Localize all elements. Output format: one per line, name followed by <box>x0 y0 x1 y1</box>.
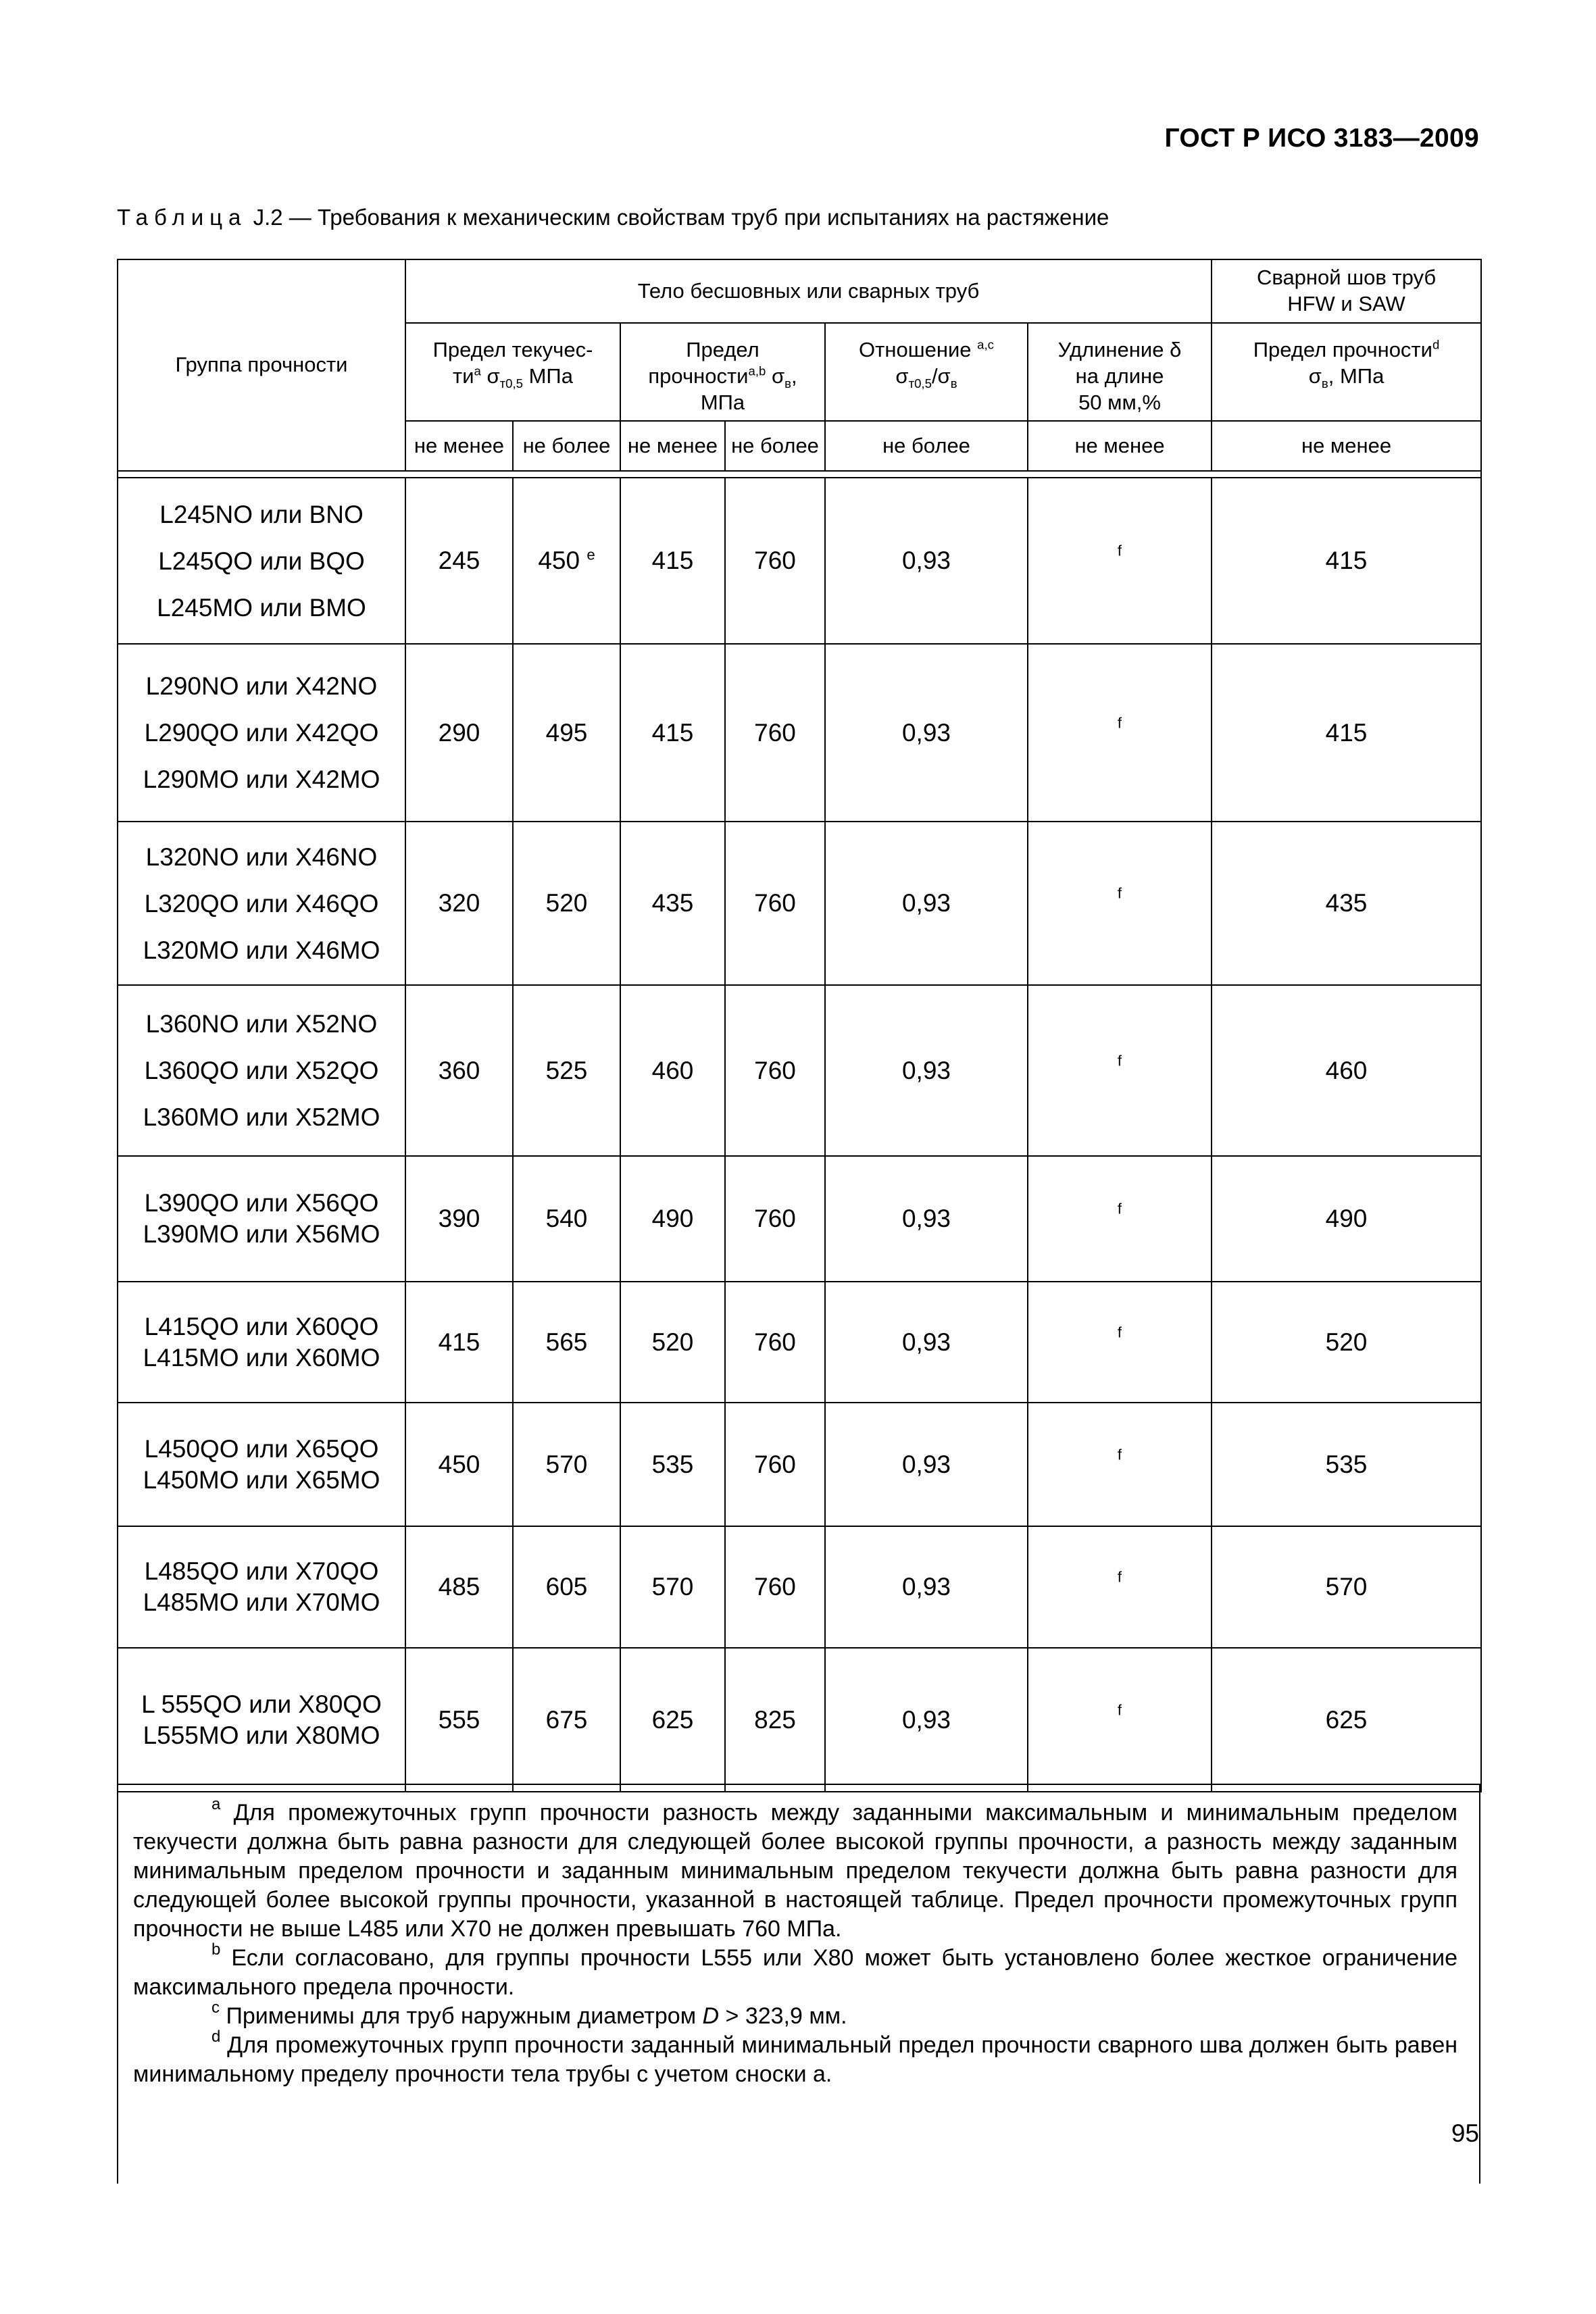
ratio-value: 0,93 <box>825 478 1028 644</box>
ts-subscript: в <box>784 376 791 391</box>
yield-min-value: 390 <box>405 1156 513 1282</box>
grade-name: L360NO или X52NO <box>145 1010 378 1038</box>
weld-ts-value: 520 <box>1212 1282 1481 1403</box>
ts-max-label: не более <box>725 421 825 471</box>
weld-ts-line1: Предел прочности <box>1253 338 1432 361</box>
caption-number: J.2 <box>253 205 283 230</box>
elong-line1: Удлинение δ <box>1057 338 1182 361</box>
yield-max-value: 570 <box>545 1450 588 1478</box>
ratio-slash: /σ <box>931 363 951 388</box>
footnote-a-text: Для промежуточных групп прочности разность между заданными максимальным и минимальным пределом текучести должна быть равна разности для следующей более высокой группы прочности, а разность между заданным минимальным пределом прочности и заданным минимальным пределом текучести должна быть равна разности для следующей более высокой группы прочности, указанной в настоящей таблице. Предел прочности промежуточных групп прочности не выше L485 или X70 не должен превышать 760 МПа. <box>133 1800 1457 1942</box>
yield-max-label: не более <box>513 421 620 471</box>
weld-ts-value: 460 <box>1212 985 1481 1156</box>
elong-line3: 50 мм,% <box>1078 390 1161 414</box>
ratio-value: 0,93 <box>825 1526 1028 1648</box>
weld-ts-value: 415 <box>1212 644 1481 822</box>
yield-min-value: 290 <box>405 644 513 822</box>
elongation-note-mark: f <box>1117 714 1122 732</box>
grade-name: L415QO или X60QO <box>144 1312 379 1340</box>
yield-max-cell <box>513 1403 620 1526</box>
yield-max-cell <box>513 644 620 822</box>
weld-ts-unit: , МПа <box>1328 363 1385 388</box>
elongation-note-mark: f <box>1117 1200 1122 1217</box>
weld-ts-value: 625 <box>1212 1648 1481 1792</box>
ts-min-value: 625 <box>620 1648 725 1792</box>
yield-max-value: 495 <box>545 718 588 747</box>
elongation-cell <box>1028 1648 1212 1792</box>
table-footnotes <box>117 1784 1480 2184</box>
grade-cell <box>118 1282 405 1403</box>
table-row <box>118 1648 1481 1792</box>
yield-min-value: 320 <box>405 822 513 985</box>
yield-max-value: 540 <box>545 1205 588 1232</box>
table-row <box>118 822 1481 985</box>
elongation-note-mark: f <box>1117 542 1122 559</box>
yield-max-value: 565 <box>545 1328 588 1356</box>
yield-max-cell <box>513 985 620 1156</box>
ratio-symbol: σ <box>895 363 909 388</box>
header-pipe-body: Тело бесшовных или сварных труб <box>405 259 1212 323</box>
yield-max-value: 675 <box>545 1705 588 1734</box>
grade-name: L450MO или X65MO <box>143 1465 380 1494</box>
page-number: 95 <box>1451 2119 1479 2147</box>
yield-max-cell <box>513 1282 620 1403</box>
footnote-b <box>133 1940 1457 2002</box>
yield-max-cell <box>513 478 620 644</box>
grade-cell <box>118 985 405 1156</box>
yield-line2: ти <box>453 363 474 388</box>
elongation-note-mark: f <box>1117 1052 1122 1070</box>
yield-max-value: 605 <box>545 1573 588 1601</box>
grade-name: L290MO или X42MO <box>143 765 380 793</box>
table-row <box>118 478 1481 644</box>
yield-max-cell <box>513 822 620 985</box>
weld-ts-subscript: в <box>1321 376 1328 391</box>
yield-min-value: 415 <box>405 1282 513 1403</box>
footnote-c <box>133 1998 1457 2031</box>
table-row <box>118 1156 1481 1282</box>
elongation-cell <box>1028 1156 1212 1282</box>
yield-min-value: 555 <box>405 1648 513 1792</box>
ts-min-value: 490 <box>620 1156 725 1282</box>
ratio-value: 0,93 <box>825 644 1028 822</box>
elongation-cell <box>1028 1526 1212 1648</box>
ts-min-value: 460 <box>620 985 725 1156</box>
ts-min-value: 520 <box>620 1282 725 1403</box>
table-body <box>118 478 1481 1792</box>
header-tensile-strength: Предел прочности$^{a,b}$ $\sigma_в$, МПа <box>620 323 825 421</box>
ts-min-value: 535 <box>620 1403 725 1526</box>
yield-max-value: 525 <box>545 1056 588 1084</box>
grade-name: L485QO или X70QO <box>144 1557 379 1585</box>
weld-ts-value: 535 <box>1212 1403 1481 1526</box>
yield-min-value: 245 <box>405 478 513 644</box>
footnote-a-mark: a <box>211 1794 221 1813</box>
grade-name: L485MO или X70MO <box>143 1588 380 1616</box>
grade-name: L390QO или X56QO <box>144 1189 379 1217</box>
grade-cell <box>118 1648 405 1792</box>
grade-name: L360QO или X52QO <box>144 1057 379 1084</box>
ts-symbol: σ <box>766 363 785 388</box>
ts-max-value: 825 <box>725 1648 825 1792</box>
footnote-a <box>133 1794 1457 1944</box>
grade-name: L360MO или X52MO <box>143 1103 380 1131</box>
weld-ts-value: 435 <box>1212 822 1481 985</box>
yield-max-note-mark: e <box>587 546 595 563</box>
table-row <box>118 1282 1481 1403</box>
ts-max-value: 760 <box>725 822 825 985</box>
grade-cell <box>118 822 405 985</box>
ts-note-mark: a,b <box>748 363 766 378</box>
caption-prefix: Таблица <box>117 205 247 230</box>
yield-max-cell <box>513 1526 620 1648</box>
ratio-subscript-2: в <box>950 376 957 391</box>
ratio-label: Отношение <box>859 338 978 361</box>
weld-ts-value: 490 <box>1212 1156 1481 1282</box>
header-ratio <box>825 323 1028 421</box>
yield-max-cell <box>513 1648 620 1792</box>
header-weld-tensile <box>1212 323 1481 421</box>
elongation-cell <box>1028 985 1212 1156</box>
caption-text: — Требования к механическим свойствам труб при испытаниях на растяжение <box>282 205 1109 230</box>
yield-max-cell <box>513 1156 620 1282</box>
header-row-1 <box>118 259 1481 323</box>
yield-max-value: 520 <box>545 889 588 917</box>
elongation-note-mark: f <box>1117 884 1122 902</box>
yield-line1: Предел текучес- <box>432 338 593 361</box>
grade-cell <box>118 644 405 822</box>
ratio-value: 0,93 <box>825 1156 1028 1282</box>
yield-subscript: т0,5 <box>499 376 523 391</box>
ratio-subscript-1: т0,5 <box>908 376 932 391</box>
table-row <box>118 985 1481 1156</box>
grade-name: L245QO или BQO <box>158 547 365 575</box>
yield-unit: МПа <box>523 363 573 388</box>
grade-name: L290NO или X42NO <box>145 672 378 700</box>
header-separator <box>118 471 1481 478</box>
weld-ts-symbol: σ <box>1308 363 1322 388</box>
table-caption <box>117 205 1109 230</box>
elongation-note-mark: f <box>1117 1324 1122 1341</box>
footnote-d-mark: d <box>211 2027 221 2046</box>
elongation-cell <box>1028 644 1212 822</box>
footnote-b-text: Если согласовано, для группы прочности L555 или X80 может быть установлено более жесткое ограничение максимального предела прочности. <box>133 1945 1457 2000</box>
grade-name: L555MO или X80MO <box>143 1721 380 1749</box>
ts-max-value: 760 <box>725 1282 825 1403</box>
elong-line2: на длине <box>1075 363 1164 388</box>
ts-max-value: 760 <box>725 1403 825 1526</box>
yield-min-value: 360 <box>405 985 513 1156</box>
ts-min-value: 435 <box>620 822 725 985</box>
yield-min-value: 450 <box>405 1403 513 1526</box>
weld-ts-value: 570 <box>1212 1526 1481 1648</box>
ratio-value: 0,93 <box>825 1403 1028 1526</box>
footnote-c-symbol: D <box>702 2003 720 2029</box>
ratio-value: 0,93 <box>825 1648 1028 1792</box>
mechanical-properties-table <box>117 259 1482 1792</box>
grade-cell <box>118 1156 405 1282</box>
weld-header-line1: Сварной шов труб <box>1256 266 1437 290</box>
elongation-cell <box>1028 478 1212 644</box>
grade-name: L390MO или X56MO <box>143 1220 380 1248</box>
elongation-note-mark: f <box>1117 1701 1122 1719</box>
ts-line2: прочности <box>648 363 749 388</box>
yield-min-value: 485 <box>405 1526 513 1648</box>
footnote-d-text: Для промежуточных групп прочности заданный минимальный предел прочности сварного шва должен быть равен минимальному пределу прочности тела трубы с учетом сноски a. <box>133 2032 1457 2087</box>
footnote-b-mark: b <box>211 1940 221 1959</box>
grade-name: L415MO или X60MO <box>143 1343 380 1372</box>
grade-cell <box>118 1526 405 1648</box>
grade-name: L450QO или X65QO <box>144 1434 379 1463</box>
elongation-cell <box>1028 1282 1212 1403</box>
grade-cell <box>118 1403 405 1526</box>
weld-ts-note-mark: d <box>1432 337 1440 352</box>
weld-header-line2: HFW и SAW <box>1287 292 1405 316</box>
ts-max-value: 760 <box>725 644 825 822</box>
grade-cell <box>118 478 405 644</box>
header-weld-seam <box>1212 259 1481 323</box>
footnote-c-text: Применимы для труб наружным диаметром <box>220 2003 703 2029</box>
grade-name: L320QO или X46QO <box>144 889 379 917</box>
grade-name: L245MO или BMO <box>157 593 366 622</box>
ts-min-value: 415 <box>620 478 725 644</box>
footnote-d <box>133 2027 1457 2089</box>
grade-name: L320NO или X46NO <box>145 842 378 871</box>
table-row <box>118 1403 1481 1526</box>
footnote-c-mark: c <box>211 1998 220 2017</box>
elongation-cell <box>1028 822 1212 985</box>
ts-max-value: 760 <box>725 1156 825 1282</box>
ts-line1: Предел <box>686 338 759 361</box>
separator-cell <box>118 471 1481 478</box>
grade-name: L290QO или X42QO <box>144 719 379 747</box>
ratio-max-label: не более <box>825 421 1028 471</box>
elongation-note-mark: f <box>1117 1446 1122 1463</box>
weld-min-label: не менее <box>1212 421 1481 471</box>
elongation-cell <box>1028 1403 1212 1526</box>
ts-max-value: 760 <box>725 478 825 644</box>
yield-max-value: 450 <box>538 547 580 574</box>
grade-name: L 555QO или X80QO <box>141 1690 382 1718</box>
grade-name: L245NO или BNO <box>159 500 364 528</box>
header-strength-group: Группа прочности <box>118 259 405 471</box>
document-id: ГОСТ Р ИСО 3183—2009 <box>1164 124 1479 153</box>
ts-min-value: 415 <box>620 644 725 822</box>
ratio-value: 0,93 <box>825 1282 1028 1403</box>
yield-symbol: σ <box>480 363 500 388</box>
ratio-value: 0,93 <box>825 985 1028 1156</box>
header-yield-strength <box>405 323 620 421</box>
yield-note-mark: a <box>474 363 481 378</box>
table-row <box>118 644 1481 822</box>
elongation-note-mark: f <box>1117 1568 1122 1586</box>
elong-min-label: не менее <box>1028 421 1212 471</box>
header-elongation <box>1028 323 1212 421</box>
ratio-note-mark: a,c <box>977 337 994 352</box>
ratio-value: 0,93 <box>825 822 1028 985</box>
ts-min-value: 570 <box>620 1526 725 1648</box>
ts-max-value: 760 <box>725 1526 825 1648</box>
yield-min-label: не менее <box>405 421 513 471</box>
weld-ts-value: 415 <box>1212 478 1481 644</box>
table-row <box>118 1526 1481 1648</box>
ts-max-value: 760 <box>725 985 825 1156</box>
footnote-c-tail: > 323,9 мм. <box>719 2003 847 2029</box>
ts-min-label: не менее <box>620 421 725 471</box>
grade-name: L320MO или X46MO <box>143 936 380 964</box>
ts-unit: МПа <box>700 390 745 414</box>
